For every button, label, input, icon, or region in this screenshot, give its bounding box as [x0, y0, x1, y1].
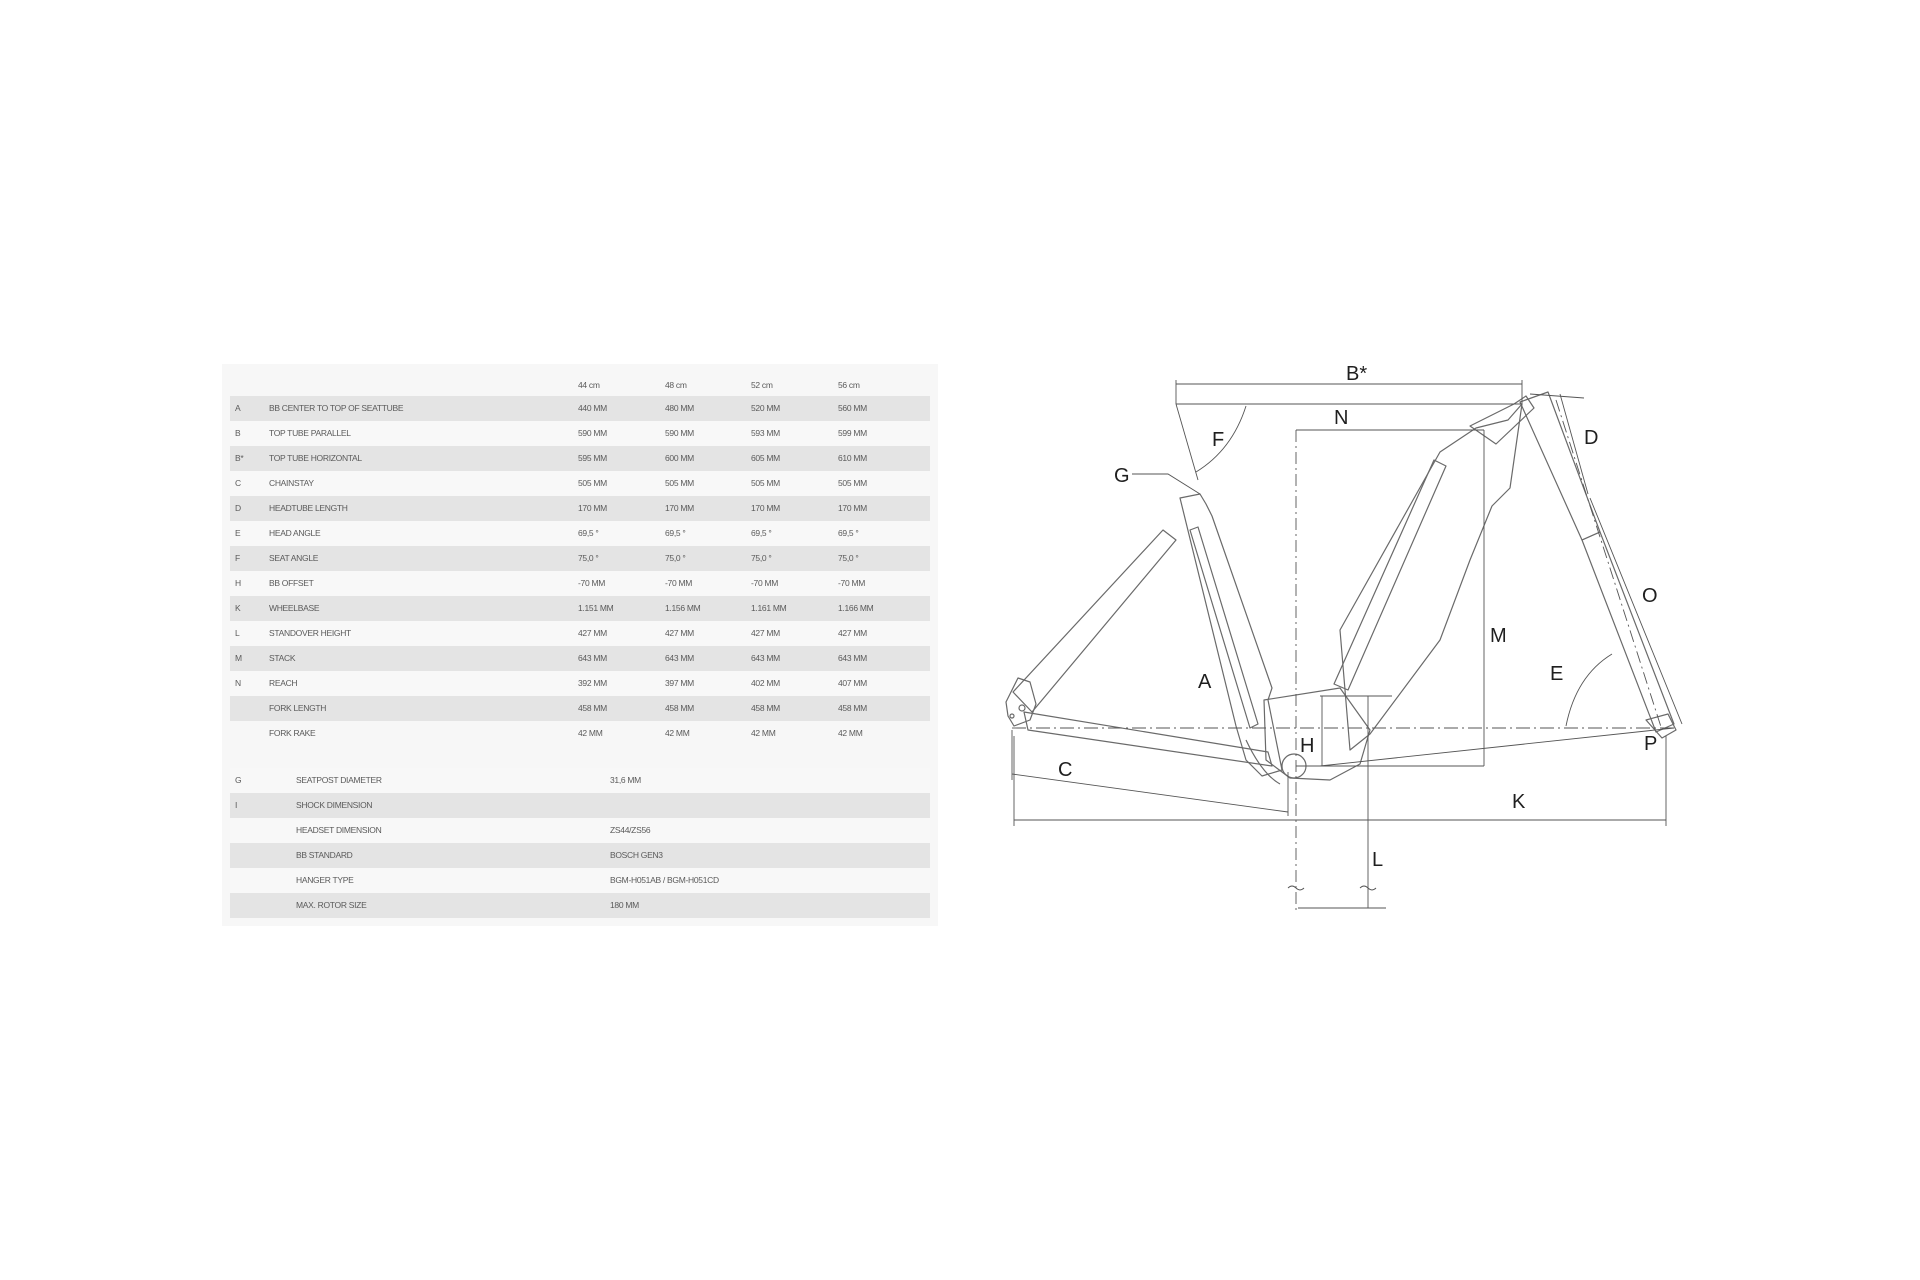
row-label: SHOCK DIMENSION	[296, 800, 373, 810]
seatpost-slot	[1190, 527, 1258, 728]
row-label: HANGER TYPE	[296, 875, 354, 885]
row-value: -70 MM	[838, 578, 866, 588]
row-value: BOSCH GEN3	[610, 850, 663, 860]
row-value: 643 MM	[665, 653, 694, 663]
row-value: 427 MM	[838, 628, 867, 638]
row-value: -70 MM	[751, 578, 779, 588]
row-value: 590 MM	[665, 428, 694, 438]
label-e: E	[1550, 663, 1564, 685]
row-code: E	[235, 528, 241, 538]
row-value: 75,0 °	[665, 553, 686, 563]
row-label: TOP TUBE HORIZONTAL	[269, 453, 362, 463]
seat-angle-line	[1176, 404, 1198, 480]
label-a: A	[1198, 671, 1212, 693]
row-label: SEATPOST DIAMETER	[296, 775, 382, 785]
row-value: 75,0 °	[838, 553, 859, 563]
row-value: -70 MM	[665, 578, 693, 588]
row-value: 600 MM	[665, 453, 694, 463]
c-dimension-line	[1012, 774, 1288, 812]
e-angle-arc	[1566, 654, 1612, 726]
head-tube	[1520, 392, 1600, 540]
row-value: 180 MM	[610, 900, 639, 910]
row-label: BB CENTER TO TOP OF SEATTUBE	[269, 403, 404, 413]
row-value: 170 MM	[665, 503, 694, 513]
o-dimension-line	[1590, 498, 1682, 724]
dimension-lines	[1012, 380, 1682, 914]
chainring-arc	[1246, 740, 1280, 784]
row-value: 599 MM	[838, 428, 867, 438]
row-value: 42 MM	[751, 728, 776, 738]
row-value: 75,0 °	[751, 553, 772, 563]
label-p: P	[1644, 733, 1658, 755]
row-value: 643 MM	[751, 653, 780, 663]
row-value: 458 MM	[578, 703, 607, 713]
size-heading: 44 cm	[578, 380, 600, 390]
rear-dropout	[1006, 678, 1036, 726]
row-value: 458 MM	[838, 703, 867, 713]
row-code: C	[235, 478, 241, 488]
row-value: 440 MM	[578, 403, 607, 413]
row-value: 69,5 °	[665, 528, 686, 538]
row-label: WHEELBASE	[269, 603, 320, 613]
row-value: 1.156 MM	[665, 603, 701, 613]
label-c: C	[1058, 759, 1073, 781]
row-value: 1.151 MM	[578, 603, 614, 613]
row-code: M	[235, 653, 242, 663]
size-heading: 52 cm	[751, 380, 773, 390]
row-code: B	[235, 428, 241, 438]
row-value: 480 MM	[665, 403, 694, 413]
row-label: REACH	[269, 678, 298, 688]
rear-axle	[1019, 705, 1025, 711]
label-m: M	[1490, 625, 1507, 647]
row-value: 1.161 MM	[751, 603, 787, 613]
row-value: 31,6 MM	[610, 775, 641, 785]
label-k: K	[1512, 791, 1526, 813]
row-code: F	[235, 553, 240, 563]
row-value: 407 MM	[838, 678, 867, 688]
e-steering-axis	[1556, 400, 1662, 730]
row-code: B*	[235, 453, 244, 463]
row-value: 427 MM	[751, 628, 780, 638]
row-value: 593 MM	[751, 428, 780, 438]
row-value: 605 MM	[751, 453, 780, 463]
row-label: MAX. ROTOR SIZE	[296, 900, 367, 910]
row-code: L	[235, 628, 240, 638]
row-value: 643 MM	[838, 653, 867, 663]
row-label: HEADTUBE LENGTH	[269, 503, 348, 513]
row-value: BGM-H051AB / BGM-H051CD	[610, 875, 719, 885]
row-value: 69,5 °	[578, 528, 599, 538]
row-code: K	[235, 603, 241, 613]
row-value: 397 MM	[665, 678, 694, 688]
label-h: H	[1300, 735, 1315, 757]
top-tube	[1470, 396, 1534, 444]
row-label: STANDOVER HEIGHT	[269, 628, 351, 638]
row-code: D	[235, 503, 241, 513]
row-value: 595 MM	[578, 453, 607, 463]
label-b-star: B*	[1346, 363, 1368, 385]
dropout-bolt	[1010, 714, 1014, 718]
g-leader-line	[1132, 474, 1200, 494]
row-value: 505 MM	[838, 478, 867, 488]
row-value: 458 MM	[751, 703, 780, 713]
row-label: FORK LENGTH	[269, 703, 327, 713]
row-value: 42 MM	[838, 728, 863, 738]
row-value: 505 MM	[665, 478, 694, 488]
fork	[1582, 532, 1674, 732]
size-heading: 56 cm	[838, 380, 860, 390]
label-o: O	[1642, 585, 1658, 607]
row-value: 170 MM	[751, 503, 780, 513]
row-value: 458 MM	[665, 703, 694, 713]
bb-line	[1320, 728, 1674, 766]
row-label: SEAT ANGLE	[269, 553, 319, 563]
row-label: STACK	[269, 653, 296, 663]
label-d: D	[1584, 427, 1599, 449]
down-tube	[1340, 404, 1522, 750]
row-value: 427 MM	[578, 628, 607, 638]
row-label: CHAINSTAY	[269, 478, 314, 488]
row-code: H	[235, 578, 241, 588]
row-value: 560 MM	[838, 403, 867, 413]
row-value: 643 MM	[578, 653, 607, 663]
row-label: HEADSET DIMENSION	[296, 825, 382, 835]
size-heading: 48 cm	[665, 380, 687, 390]
row-value: 42 MM	[665, 728, 690, 738]
row-value: 69,5 °	[838, 528, 859, 538]
row-value: 402 MM	[751, 678, 780, 688]
row-value: 520 MM	[751, 403, 780, 413]
row-label: BB STANDARD	[296, 850, 353, 860]
row-value: -70 MM	[578, 578, 606, 588]
label-n: N	[1334, 407, 1349, 429]
label-l: L	[1372, 849, 1384, 871]
label-g: G	[1114, 465, 1130, 487]
row-value: 610 MM	[838, 453, 867, 463]
row-value: 75,0 °	[578, 553, 599, 563]
row-value: 590 MM	[578, 428, 607, 438]
row-label: TOP TUBE PARALLEL	[269, 428, 351, 438]
row-label: FORK RAKE	[269, 728, 316, 738]
row-value: 505 MM	[578, 478, 607, 488]
row-value: 505 MM	[751, 478, 780, 488]
row-code: A	[235, 403, 241, 413]
row-value: 392 MM	[578, 678, 607, 688]
row-value: 42 MM	[578, 728, 603, 738]
row-code: N	[235, 678, 241, 688]
label-f: F	[1212, 429, 1225, 451]
row-code: G	[235, 775, 242, 785]
row-value: 427 MM	[665, 628, 694, 638]
row-label: HEAD ANGLE	[269, 528, 321, 538]
row-label: BB OFFSET	[269, 578, 314, 588]
row-value: 1.166 MM	[838, 603, 874, 613]
row-value: ZS44/ZS56	[610, 825, 651, 835]
dimension-letters	[1058, 363, 1658, 871]
seat-stay	[1013, 530, 1176, 712]
row-value: 170 MM	[838, 503, 867, 513]
row-code: I	[235, 800, 238, 810]
row-value: 69,5 °	[751, 528, 772, 538]
row-value: 170 MM	[578, 503, 607, 513]
